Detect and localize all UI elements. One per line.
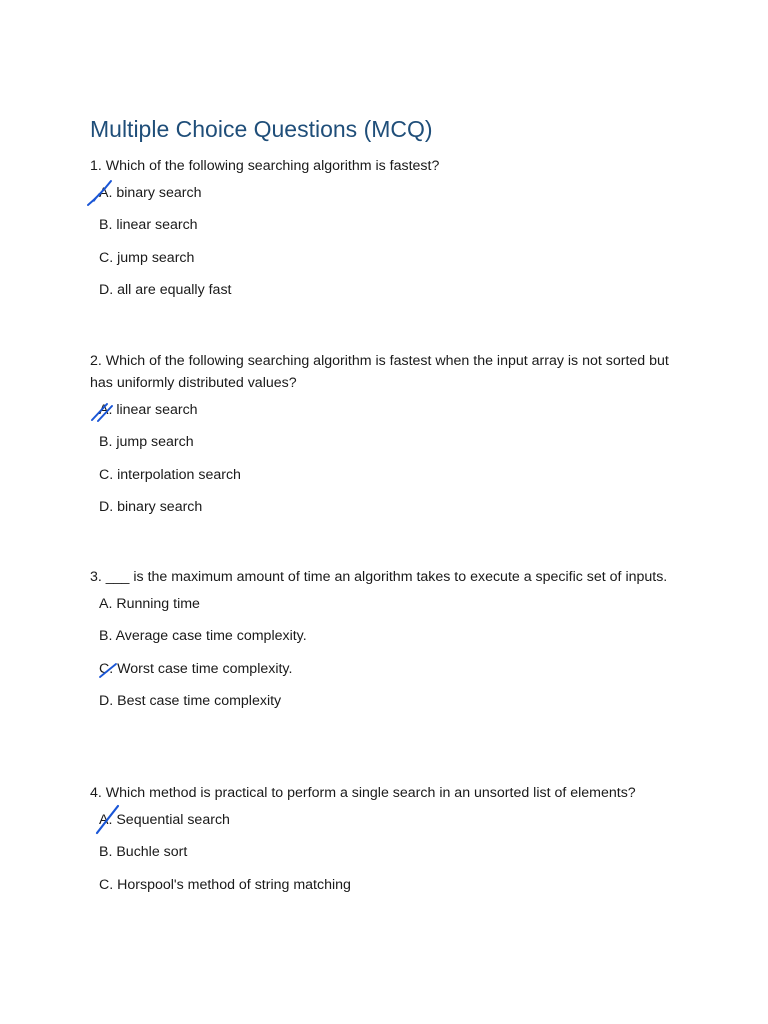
question-3	[90, 566, 670, 717]
option-label: C. Horspool's method of string matching	[99, 876, 351, 893]
option-2a[interactable]	[90, 394, 670, 426]
option-1a[interactable]	[90, 177, 670, 209]
option-label: A. Sequential search	[99, 812, 230, 828]
page-title: Multiple Choice Questions (MCQ)	[90, 116, 433, 142]
option-label: B. linear search	[99, 217, 198, 234]
option-3d[interactable]	[90, 685, 670, 717]
option-4a[interactable]	[90, 804, 670, 836]
option-label: B. jump search	[99, 434, 194, 451]
question-4	[90, 782, 670, 901]
option-label: A. linear search	[99, 402, 198, 418]
option-label: C. jump search	[99, 249, 195, 266]
option-label: B. Buchle sort	[99, 844, 188, 861]
option-label: D. all are equally fast	[99, 281, 232, 298]
question-2-options	[90, 394, 670, 523]
option-2b[interactable]	[90, 426, 670, 458]
option-label: D. Best case time complexity	[99, 692, 282, 709]
question-1	[90, 155, 670, 306]
option-4b[interactable]	[90, 836, 670, 868]
option-1c[interactable]	[90, 242, 670, 274]
option-4c[interactable]	[90, 869, 670, 901]
option-3c[interactable]	[90, 653, 670, 685]
option-label: D. binary search	[99, 498, 203, 515]
question-3-options	[90, 588, 670, 717]
question-2-text: 2. Which of the following searching algorithm is fastest when the input array is not sorted but has uniformly distributed values?	[90, 353, 669, 391]
option-label: A. binary search	[99, 185, 202, 201]
option-3a[interactable]	[90, 588, 670, 620]
question-2	[90, 350, 670, 523]
option-1d[interactable]	[90, 274, 670, 306]
question-4-text: 4. Which method is practical to perform a single search in an unsorted list of elements?	[90, 785, 636, 801]
option-label: B. Average case time complexity.	[99, 628, 307, 645]
option-2c[interactable]	[90, 459, 670, 491]
option-1b[interactable]	[90, 209, 670, 241]
option-label: C. interpolation search	[99, 466, 241, 483]
option-3b[interactable]	[90, 620, 670, 652]
option-2d[interactable]	[90, 491, 670, 523]
question-4-options	[90, 804, 670, 901]
option-label: A. Running time	[99, 596, 200, 612]
option-label: C. Worst case time complexity.	[99, 660, 293, 677]
question-3-text: 3. ___ is the maximum amount of time an algorithm takes to execute a specific set of inputs.	[90, 569, 668, 585]
question-1-text: 1. Which of the following searching algorithm is fastest?	[90, 158, 440, 174]
question-1-options	[90, 177, 670, 306]
